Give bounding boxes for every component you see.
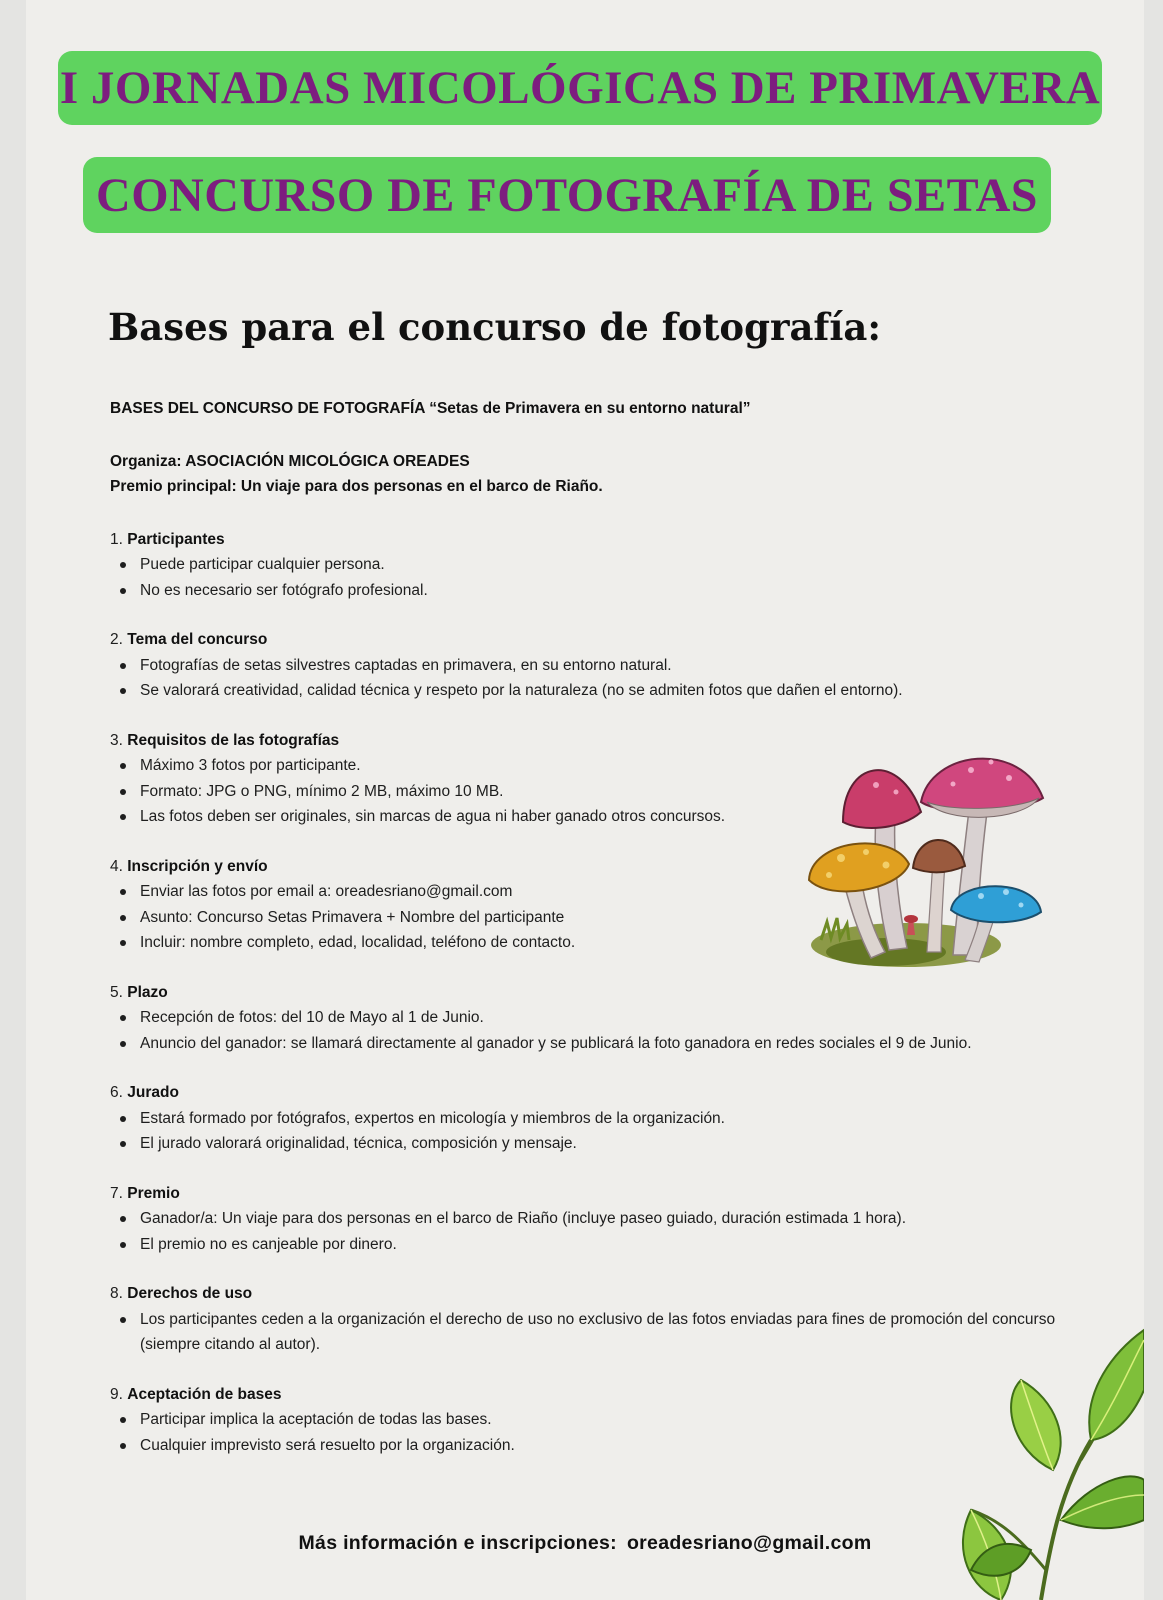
section-number: 3. xyxy=(110,731,123,749)
bullet-item: Cualquier imprevisto será resuelto por la organización. xyxy=(110,1433,1070,1459)
section-heading xyxy=(110,1281,1070,1307)
bullet-list xyxy=(110,1407,1070,1458)
bullet-item: Máximo 3 fotos por participante. xyxy=(110,753,1070,779)
section-heading xyxy=(110,1181,1070,1207)
mushrooms-illustration xyxy=(781,740,1046,980)
bullet-item: El jurado valorará originalidad, técnica, composición y mensaje. xyxy=(110,1131,1070,1157)
section-title-text: Participantes xyxy=(127,530,225,548)
main-prize-line: Premio principal: Un viaje para dos personas en el barco de Riaño. xyxy=(110,478,603,495)
section-title-text: Inscripción y envío xyxy=(127,857,268,875)
section-title: Bases para el concurso de fotografía: xyxy=(108,305,882,349)
footer-email[interactable]: oreadesriano@gmail.com xyxy=(626,1532,872,1554)
section-number: 1. xyxy=(110,530,123,548)
section-number: 7. xyxy=(110,1184,123,1202)
subtitle-banner xyxy=(83,157,1051,233)
section-number: 9. xyxy=(110,1385,123,1403)
poster-page xyxy=(26,0,1144,1600)
footer-label: Más información e inscripciones: xyxy=(298,1532,617,1554)
rules-section xyxy=(110,1181,1070,1258)
bullet-item: Formato: JPG o PNG, mínimo 2 MB, máximo 10 MB. xyxy=(110,779,1070,805)
bullet-item: Puede participar cualquier persona. xyxy=(110,552,1070,578)
bullet-item: Se valorará creatividad, calidad técnica y respeto por la naturaleza (no se admiten fotos que dañen el entorno). xyxy=(110,678,1070,704)
contest-title: CONCURSO DE FOTOGRAFÍA DE SETAS xyxy=(96,168,1038,222)
section-number: 4. xyxy=(110,857,123,875)
bullet-item: Los participantes ceden a la organización el derecho de uso no exclusivo de las fotos enviadas para fines de promoción del concurso (siempre citando al autor). xyxy=(110,1307,1070,1358)
rules-section xyxy=(110,980,1070,1057)
bullet-list xyxy=(110,1206,1070,1257)
bullet-item: No es necesario ser fotógrafo profesional. xyxy=(110,578,1070,604)
section-title-text: Requisitos de las fotografías xyxy=(127,731,340,749)
footer-contact xyxy=(26,1532,1144,1555)
bullet-item: Incluir: nombre completo, edad, localidad, teléfono de contacto. xyxy=(110,930,1070,956)
bullet-item: Estará formado por fotógrafos, expertos en micología y miembros de la organización. xyxy=(110,1106,1070,1132)
bullet-item: Enviar las fotos por email a: oreadesriano@gmail.com xyxy=(110,879,1070,905)
rules-section xyxy=(110,1281,1070,1358)
rules-section xyxy=(110,527,1070,604)
section-title-text: Jurado xyxy=(127,1084,179,1101)
section-title-text: Premio xyxy=(127,1184,180,1202)
bullet-list xyxy=(110,1005,1070,1056)
bullet-list xyxy=(110,552,1070,603)
event-title: I JORNADAS MICOLÓGICAS DE PRIMAVERA xyxy=(59,62,1101,114)
section-number: 2. xyxy=(110,631,123,648)
title-banner xyxy=(58,51,1102,125)
bullet-list xyxy=(110,653,1070,704)
bullet-item: El premio no es canjeable por dinero. xyxy=(110,1232,1070,1258)
section-title-text: Derechos de uso xyxy=(127,1285,253,1302)
bullet-item: Ganador/a: Un viaje para dos personas en el barco de Riaño (incluye paseo guiado, duración estimada 1 hora). xyxy=(110,1206,1070,1232)
bullet-list xyxy=(110,1307,1070,1358)
rules-sections xyxy=(110,527,1070,1459)
section-heading xyxy=(110,627,1070,653)
bullet-item: Anuncio del ganador: se llamará directamente al ganador y se publicará la foto ganadora en redes sociales el 9 de Junio. xyxy=(110,1031,1070,1057)
section-heading xyxy=(110,527,1070,553)
leaf-plant-illustration xyxy=(941,1320,1144,1600)
rules-section xyxy=(110,1080,1070,1157)
section-number: 5. xyxy=(110,983,123,1001)
rules-section xyxy=(110,1382,1070,1459)
section-title-text: Aceptación de bases xyxy=(127,1385,282,1403)
bullet-item: Asunto: Concurso Setas Primavera + Nombre del participante xyxy=(110,905,1070,931)
section-number: 8. xyxy=(110,1285,123,1302)
rules-heading: BASES DEL CONCURSO DE FOTOGRAFÍA “Setas de Primavera en su entorno natural” xyxy=(110,400,751,417)
organizer-line: Organiza: ASOCIACIÓN MICOLÓGICA OREADES xyxy=(110,452,470,470)
section-heading xyxy=(110,980,1070,1006)
section-heading xyxy=(110,1382,1070,1408)
bullet-item: Las fotos deben ser originales, sin marcas de agua ni haber ganado otros concursos. xyxy=(110,804,1070,830)
bullet-item: Fotografías de setas silvestres captadas en primavera, en su entorno natural. xyxy=(110,653,1070,679)
bullet-list xyxy=(110,1106,1070,1157)
bullet-item: Participar implica la aceptación de todas las bases. xyxy=(110,1407,1070,1433)
section-title-text: Plazo xyxy=(127,983,168,1001)
section-number: 6. xyxy=(110,1084,123,1101)
section-title-text: Tema del concurso xyxy=(127,631,268,648)
section-heading xyxy=(110,1080,1070,1106)
bullet-item: Recepción de fotos: del 10 de Mayo al 1 de Junio. xyxy=(110,1005,1070,1031)
rules-section xyxy=(110,627,1070,704)
